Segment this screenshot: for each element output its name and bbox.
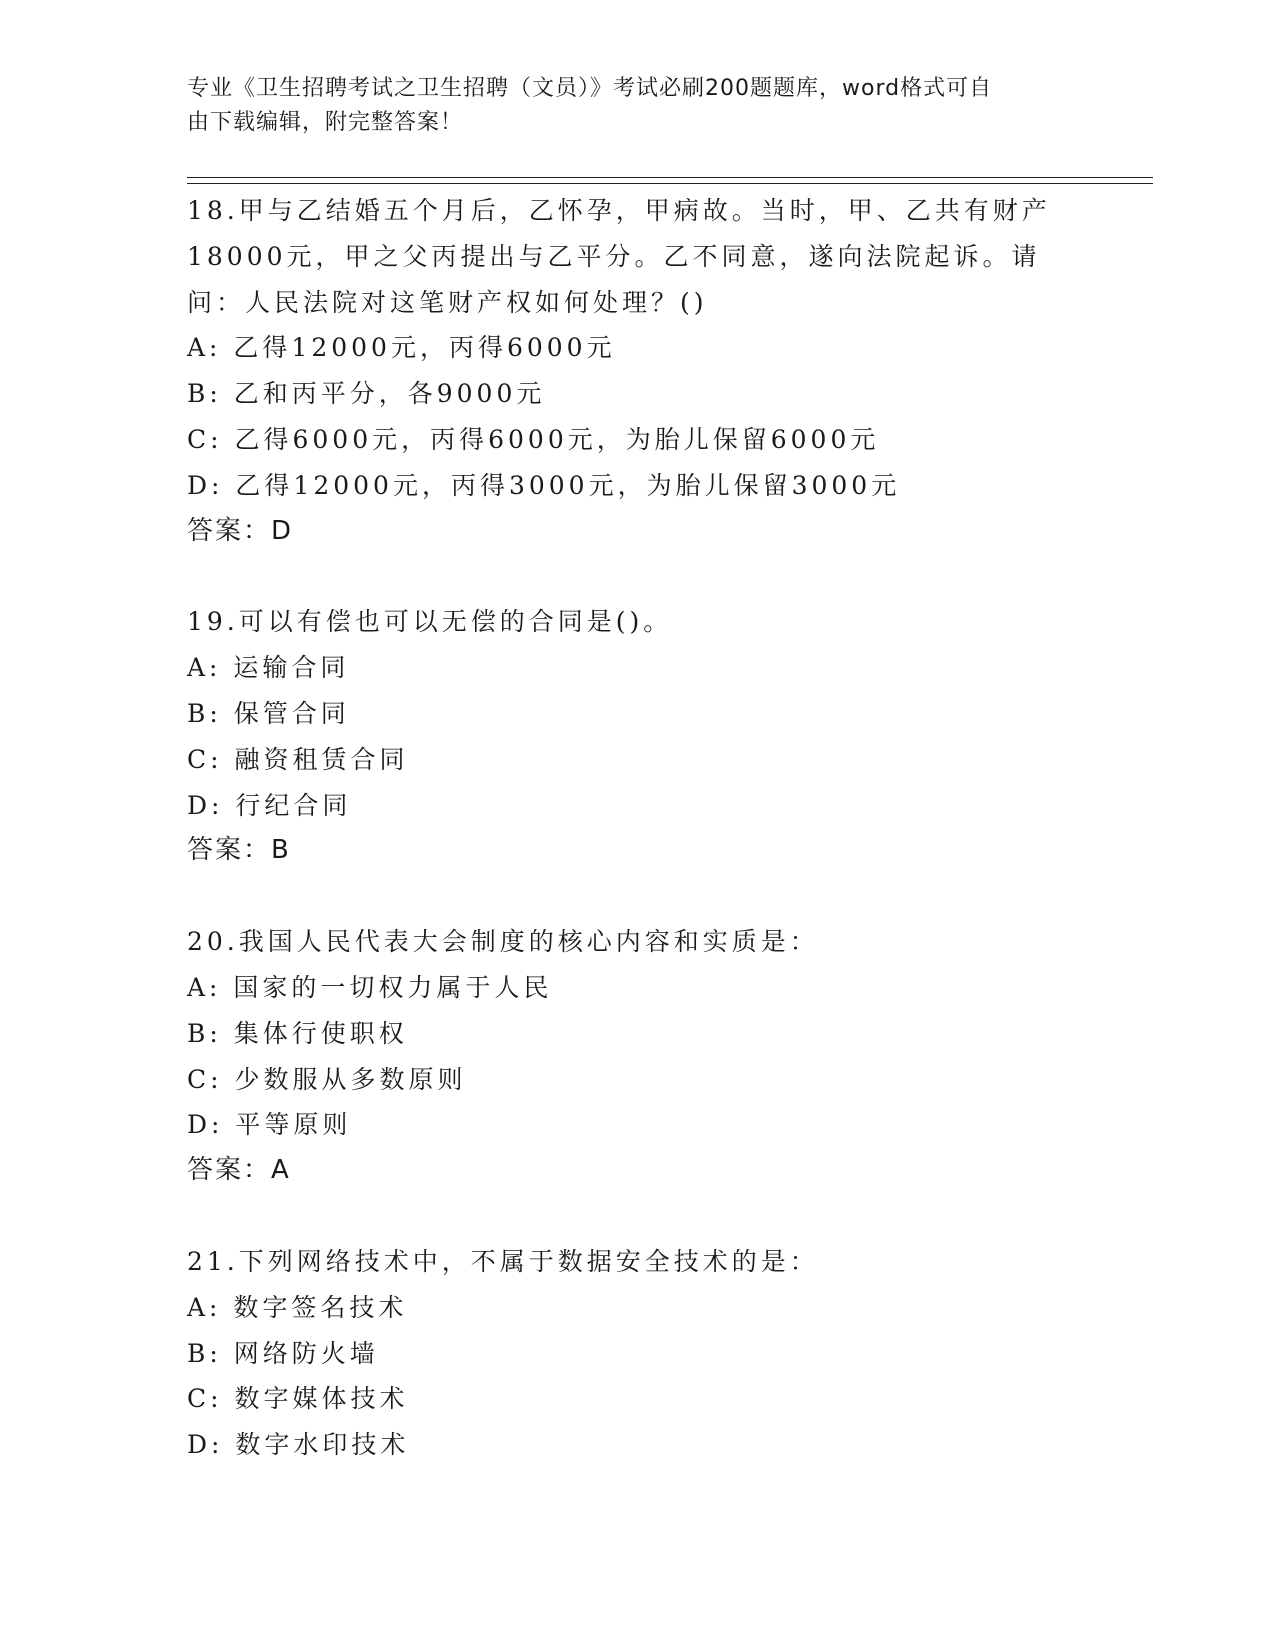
question-text: 19.可以有偿也可以无偿的合同是()。 <box>187 607 673 637</box>
option-a: A: 运输合同 <box>187 653 350 683</box>
question-21 <box>187 1239 1087 1468</box>
option-a: A: 乙得12000元，丙得6000元 <box>187 333 616 363</box>
option-d: D: 平等原则 <box>187 1110 352 1140</box>
header-divider-top <box>187 177 1153 178</box>
answer-line: 答案：D <box>187 515 294 546</box>
option-b: B: 保管合同 <box>187 698 350 728</box>
option-a: A: 数字签名技术 <box>187 1292 408 1322</box>
option-b: B: 乙和丙平分，各9000元 <box>187 379 546 409</box>
option-c: C: 数字媒体技术 <box>187 1384 409 1414</box>
option-a: A: 国家的一切权力属于人民 <box>187 972 553 1002</box>
header-divider-bottom <box>187 183 1153 184</box>
option-c: C: 乙得6000元，丙得6000元，为胎儿保留6000元 <box>187 424 880 454</box>
header-line-1: 专业《卫生招聘考试之卫生招聘（文员）》考试必刷200题题库，word格式可自 <box>187 76 993 101</box>
option-c: C: 融资租赁合同 <box>187 744 409 774</box>
option-c: C: 少数服从多数原则 <box>187 1064 467 1094</box>
header-line-2: 由下载编辑，附完整答案！ <box>187 110 464 135</box>
question-18 <box>187 188 1087 554</box>
question-list <box>187 188 1087 1468</box>
answer-line: 答案：B <box>187 835 291 866</box>
answer-line: 答案：A <box>187 1155 291 1186</box>
question-19 <box>187 599 1087 874</box>
option-d: D: 数字水印技术 <box>187 1430 410 1460</box>
option-d: D: 乙得12000元，丙得3000元，为胎儿保留3000元 <box>187 470 901 500</box>
option-d: D: 行纪合同 <box>187 790 352 820</box>
question-20 <box>187 919 1087 1194</box>
option-b: B: 网络防火墙 <box>187 1338 379 1368</box>
question-text: 20.我国人民代表大会制度的核心内容和实质是： <box>187 927 819 957</box>
option-b: B: 集体行使职权 <box>187 1018 408 1048</box>
question-text: 21.下列网络技术中，不属于数据安全技术的是： <box>187 1246 819 1276</box>
document-header <box>187 72 1067 140</box>
question-text: 18.甲与乙结婚五个月后，乙怀孕，甲病故。当时，甲、乙共有财产18000元，甲之父丙提出与乙平分。乙不同意，遂向法院起诉。请问：人民法院对这笔财产权如何处理？() <box>187 196 1051 317</box>
